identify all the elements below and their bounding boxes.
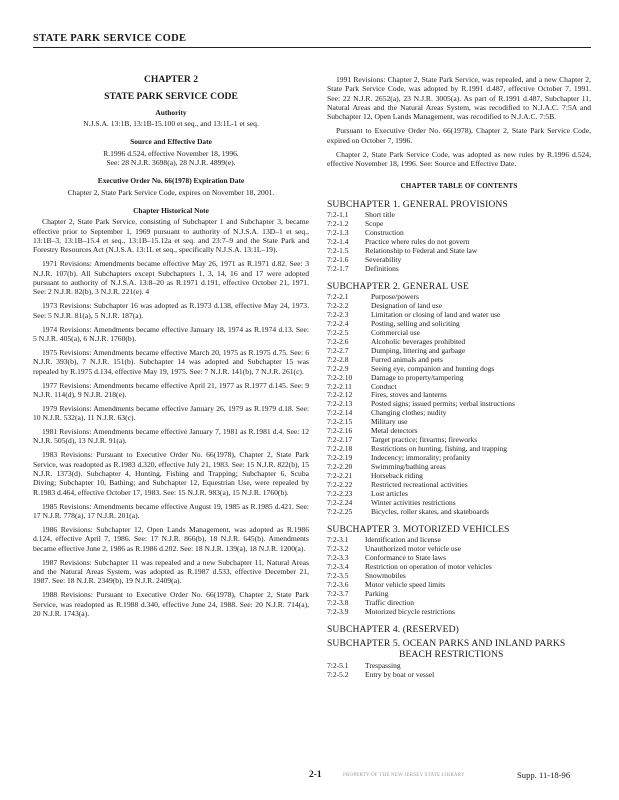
history-heading: Chapter Historical Note [133,206,209,216]
paragraph: 1971 Revisions: Amendments became effective May 26, 1971 as R.1971 d.82. See: 3 N.J.R. 107(b). All Subchapters except Subchapters 1, 3, 14, 16 and 17 were adopted pursuant to authority of N.J.S.A. 13:8–20 as R.1971 d.191, effective October 21, 1971. See: 2 N.J.R. 82(b), 3 N.J.R. 221(e). 4 [33,259,309,297]
toc-entry [327,508,591,517]
section-number: 7:2-2.18 [327,444,353,454]
section-number: 7:2-2.6 [327,336,349,346]
paragraph: 1981 Revisions: Amendments became effective January 7, 1981 as R.1981 d.4. See: 12 N.J.R. 505(d), 13 N.J.R. 91(a). [33,427,309,446]
toc-entry [327,463,591,472]
section-number: 7:2-2.2 [327,300,349,310]
history-paragraphs [33,217,309,618]
section-number: 7:2-1.1 [327,209,349,219]
paragraph: 1991 Revisions: Chapter 2, State Park Service, was repealed, and a new Chapter 2, State Park Service Code, was adopted by R.1991 d.487, effective October 7, 1991. See: 22 N.J.R. 2652(a), 23 N.J.R. 3005(a). As part of R.1991 d.487, Subchapter 11, Natural Areas and the Natural Areas System, was recodified to N.J.A.C. 7:5A and Subchapter 12, Open Lands Management, was recodified to N.J.A.C. 7:5B. [327,75,591,122]
subchapter-3-list [327,536,591,617]
toc-entry [327,383,591,392]
section-number: 7:2-2.7 [327,345,349,355]
section-number: 7:2-2.25 [327,506,353,516]
section-number: 7:2-2.22 [327,480,353,489]
source-text [33,149,309,168]
paragraph: 1977 Revisions: Amendments became effective April 21, 1977 as R.1977 d.145. See: 9 N.J.R. 114(d), 9 N.J.R. 218(e). [33,380,309,399]
paragraph: 1979 Revisions: Amendments became effective January 26, 1979 as R.1979 d.18. See: 10 N.J.R. 532(a), 11 N.J.R. 63(c). [33,403,309,423]
source-heading: Source and Effective Date [130,137,212,147]
section-number: 7:2-2.3 [327,309,349,319]
subchapter-5-title-line1: SUBCHAPTER 5. OCEAN PARKS AND INLAND PARKS [327,638,566,650]
toc-entry [327,293,591,302]
revision-paragraphs [327,75,591,168]
section-number: 7:2-2.8 [327,354,349,364]
section-title: Purpose/powers [371,291,419,301]
page-number: 2-1 [309,770,322,780]
section-number: 7:2-2.19 [327,453,353,463]
eo-heading: Executive Order No. 66(1978) Expiration Date [97,176,245,186]
section-title: Traffic direction [365,597,414,607]
section-title: Motor vehicle speed limits [365,579,446,589]
section-number: 7:2-1.3 [327,227,349,237]
toc-entry [327,418,591,427]
section-number: 7:2-1.5 [327,245,349,255]
section-number: 7:2-5.1 [327,661,349,671]
paragraph: 1985 Revisions: Amendments became effective August 19, 1985 as R.1985 d.421. See: 17 N.J.R. 778(a), 17 N.J.R. 201(a). [33,501,309,521]
right-column [327,75,591,688]
section-number: 7:2-2.20 [327,462,353,472]
toc-entry [327,409,591,418]
toc-entry [327,374,591,383]
section-number: 7:2-2.10 [327,372,353,382]
section-title: Seeing eye, companion and hunting dogs [371,363,495,373]
paragraph: 1974 Revisions: Amendments became effective January 18, 1974 as R.1974 d.13. See: 5 N.J.R. 405(a), 6 N.J.R. 1760(b). [33,324,309,343]
source-line: R.1996 d.524, effective November 18, 1996. [103,148,239,158]
section-title: Horseback riding [371,471,423,481]
toc-entry [327,320,591,329]
authority-heading: Authority [155,107,187,117]
left-column [33,75,309,623]
section-title: Fires, stoves and lanterns [371,390,447,400]
section-number: 7:2-1.6 [327,254,349,264]
section-title: Posted signs; issued permits; verbal instructions [371,399,515,409]
section-number: 7:2-5.2 [327,670,349,680]
section-title: Restricted recreational activities [371,480,468,489]
paragraph: 1983 Revisions: Pursuant to Executive Order No. 66(1978), Chapter 2, State Park Service, was readopted as R.1983 d.320, effective July 21, 1983. See: 15 N.J.R. 822(b), 15 N.J.R. 1373(d). Subchapter 4, Hunting, Fishing and Trapping; Subchapter 6, Scuba Diving; Subchapter 10, Bathing; and Subchapter 12, Equestrian Use, were repealed by R.1983 d.464, effective October 17, 1983. See: 15 N.J.R. 983(a), 15 N.J.R. 1760(b). [33,450,309,497]
section-title: Definitions [365,263,399,273]
section-number: 7:2-2.9 [327,363,349,373]
section-title: Scope [365,218,384,228]
section-title: Trespassing [365,661,401,671]
section-title: Military use [371,417,408,427]
section-number: 7:2-3.9 [327,606,349,616]
subchapter-2-list [327,293,591,517]
section-title: Identification and license [365,535,441,545]
paragraph: Chapter 2, State Park Service, consisting of Subchapter 1 and Subchapter 3, became effective prior to September 1, 1969 pursuant to authority of N.J.S.A. 13D–1 et seq., 13:1B–3, 13:1B–15.4 et seq., 13:1B–15.12a et seq. and 23:7–9 and the State Park and Forestry Resources Act (N.J.S.A. 13:1L et seq., specifically N.J.S.A. 13:1L–19). [33,217,309,255]
header-rule [33,47,591,48]
section-number: 7:2-3.5 [327,570,349,580]
library-stamp: PROPERTY OF THE NEW JERSEY STATE LIBRARY [343,773,465,778]
subchapter-1-title: SUBCHAPTER 1. GENERAL PROVISIONS [327,198,508,210]
section-number: 7:2-2.1 [327,291,349,301]
section-title: Winter activities restrictions [371,497,456,507]
section-title: Bicycles, roller skates, and skateboards [371,506,489,516]
section-number: 7:2-2.24 [327,497,353,507]
paragraph: 1988 Revisions: Pursuant to Executive Order No. 66(1978), Chapter 2, State Park Service, was readopted as R.1988 d.340, effective June 24, 1988. See: 20 N.J.R. 714(a), 20 N.J.R. 1743(a). [33,590,309,618]
authority-text: N.J.S.A. 13:1B, 13:1B-15.100 et seq., and 13:1L-1 et seq. [83,119,259,129]
paragraph: 1975 Revisions: Amendments became effective March 20, 1975 as R.1975 d.75. See: 6 N.J.R. 393(b), 7 N.J.R. 151(b). Subchapter 14 was adopted and Subchapter 15 was repealed by R.1975 d.134, effective May 19, 1975. See: 7 N.J.R. 141(b), 7 N.J.R. 261(c). [33,347,309,376]
toc-entry [327,454,591,463]
paragraph: Chapter 2, State Park Service Code, was adopted as new rules by R.1996 d.524, effective November 18, 1996. See: Source and Effective Date. [327,149,591,168]
section-number: 7:2-1.7 [327,263,349,273]
section-number: 7:2-1.2 [327,218,349,228]
section-title: Dumping, littering and garbage [371,345,466,355]
section-title: Changing clothes; nudity [371,408,447,418]
section-title: Practice where rules do not govern [365,236,470,246]
section-title: Conduct [371,381,397,391]
subchapter-4-title: SUBCHAPTER 4. (RESERVED) [327,623,459,635]
section-number: 7:2-3.7 [327,588,349,598]
section-title: Target practice; firearms; fireworks [371,435,478,445]
section-number: 7:2-3.2 [327,544,349,554]
section-number: 7:2-1.4 [327,236,349,246]
paragraph: Pursuant to Executive Order No. 66(1978), Chapter 2, State Park Service Code, expired on October 7, 1996. [327,126,591,145]
section-number: 7:2-2.15 [327,417,353,427]
section-number: 7:2-2.4 [327,318,349,328]
section-title: Unauthorized motor vehicle use [365,544,462,554]
section-title: Motorized bicycle restrictions [365,606,455,616]
section-number: 7:2-3.6 [327,579,349,589]
section-number: 7:2-3.3 [327,553,349,563]
section-number: 7:2-2.17 [327,435,353,445]
section-title: Commercial use [371,327,420,337]
section-title: Indecency; immorality; profanity [371,453,471,463]
section-title: Alcoholic beverages prohibited [371,336,466,346]
section-title: Severability [365,254,402,264]
toc-entry [327,671,591,680]
running-head: STATE PARK SERVICE CODE [33,33,187,44]
section-title: Posting, selling and soliciting [371,318,460,328]
section-title: Furred animals and pets [371,354,443,364]
section-title: Entry by boat or vessel [365,670,435,680]
section-number: 7:2-2.5 [327,327,349,337]
section-number: 7:2-3.4 [327,562,349,572]
paragraph: 1987 Revisions: Subchapter 11 was repealed and a new Subchapter 11, Natural Areas and the Natural Areas System, was adopted as R.1987 d.533, effective December 21, 1987. See: 18 N.J.R. 2349(b), 19 N.J.R. 2409(a). [33,557,309,586]
section-title: Conformance to State laws [365,553,447,563]
subchapter-2-title: SUBCHAPTER 2. GENERAL USE [327,280,469,292]
section-number: 7:2-2.21 [327,471,353,481]
section-number: 7:2-2.23 [327,488,353,498]
toc-entry [327,481,591,490]
subchapter-5-title-line2: BEACH RESTRICTIONS [399,649,504,661]
section-title: Relationship to Federal and State law [365,245,478,255]
supplement-date: Supp. 11-18-96 [517,770,571,780]
section-title: Short title [365,209,395,219]
eo-text: Chapter 2, State Park Service Code, expires on November 18, 2001. [67,187,275,197]
section-number: 7:2-2.11 [327,381,352,391]
paragraph: 1986 Revisions: Subchapter 12, Open Lands Management, was adopted as R.1986 d.124, effective April 7, 1986. See: 17 N.J.R. 866(b), 18 N.J.R. 645(b). Amendments became effective June 2, 1986 as R.1986 d.202. See: 18 N.J.R. 139(a), 18 N.J.R. 1200(a). [33,525,309,553]
section-title: Parking [365,588,389,598]
toc-entry [327,400,591,409]
subchapter-5-list [327,662,591,680]
chapter-number: CHAPTER 2 [143,74,199,85]
section-title: Restriction on operation of motor vehicles [365,562,492,572]
section-title: Snowmobiles [365,570,406,580]
chapter-title: STATE PARK SERVICE CODE [104,91,238,103]
section-title: Restrictions on hunting, fishing, and trapping [371,444,508,454]
subchapter-3-title: SUBCHAPTER 3. MOTORIZED VEHICLES [327,523,510,535]
section-number: 7:2-2.12 [327,390,353,400]
section-number: 7:2-3.8 [327,597,349,607]
section-number: 7:2-3.1 [327,535,349,545]
section-title: Construction [365,227,404,237]
section-title: Swimming/bathing areas [371,462,446,472]
section-number: 7:2-2.16 [327,426,353,436]
toc-entry [327,608,591,617]
section-number: 7:2-2.14 [327,408,353,418]
subchapter-5-title [327,638,591,660]
toc-entry [327,265,591,274]
source-line: See: 28 N.J.R. 3698(a), 28 N.J.R. 4899(e). [106,158,236,168]
toc-entry [327,490,591,499]
subchapter-1-list [327,211,591,274]
section-title: Designation of land use [371,300,443,310]
section-number: 7:2-2.13 [327,399,353,409]
section-title: Damage to property/tampering [371,372,464,382]
section-title: Limitation or closing of land and water use [371,309,501,319]
section-title: Lost articles [371,488,408,498]
paragraph: 1973 Revisions: Subchapter 16 was adopted as R.1973 d.138, effective May 24, 1973. See: 5 N.J.R. 81(a), 5 N.J.R. 187(a). [33,301,309,320]
toc-heading: CHAPTER TABLE OF CONTENTS [400,182,518,191]
toc-entry [327,347,591,356]
section-title: Metal detectors [371,426,418,436]
